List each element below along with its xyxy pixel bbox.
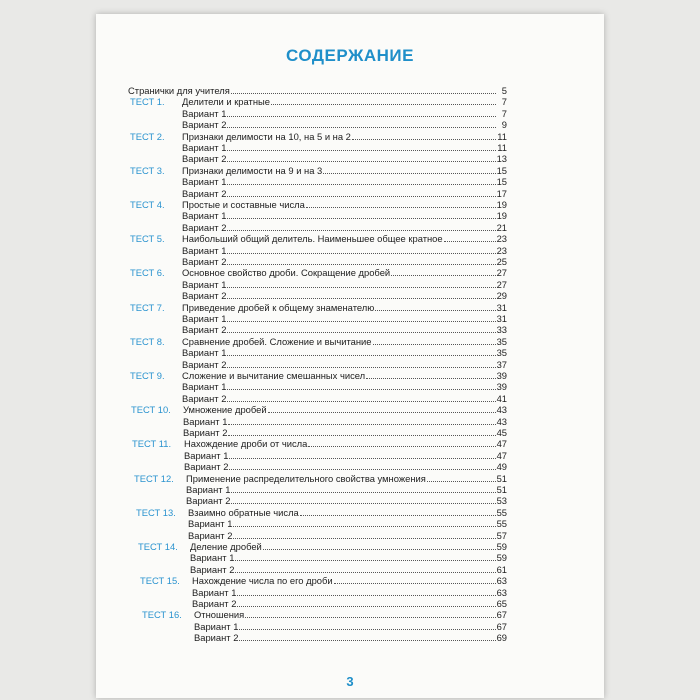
toc-variant-row — [182, 256, 507, 268]
leader-dots — [227, 188, 495, 197]
toc-variant-row — [182, 313, 507, 325]
leader-dots — [239, 632, 495, 641]
toc-test-row — [130, 165, 507, 177]
test-title: Взаимно обратные числа — [188, 506, 299, 518]
test-title: Отношения — [194, 609, 245, 621]
variant-2-label: Вариант 2 — [182, 392, 227, 404]
test-number-label: ТЕСТ 10. — [131, 404, 171, 416]
test-number-label: ТЕСТ 6. — [130, 267, 165, 279]
leader-dots — [227, 142, 496, 151]
leader-dots — [227, 347, 495, 356]
variant-1-page: 47 — [496, 449, 507, 461]
variant-2-page: 13 — [496, 153, 507, 165]
toc-test-row — [131, 404, 507, 416]
variant-1-label: Вариант 1 — [182, 176, 227, 188]
variant-1-label: Вариант 1 — [182, 347, 227, 359]
test-page: 11 — [497, 130, 507, 142]
leader-dots — [233, 530, 495, 539]
toc-variant-row — [184, 461, 507, 473]
toc-variant-row — [186, 495, 507, 507]
toc-variant-row — [188, 530, 507, 542]
test-page: 55 — [496, 506, 507, 518]
toc-variant-row — [182, 108, 507, 120]
variant-1-label: Вариант 1 — [188, 518, 233, 530]
toc-variant-row — [186, 484, 507, 496]
variant-1-label: Вариант 1 — [182, 142, 227, 153]
variant-2-page: 25 — [496, 256, 507, 267]
test-page: 51 — [496, 472, 507, 484]
leader-dots — [227, 222, 495, 231]
variant-1-page: 19 — [496, 210, 507, 222]
variant-2-label: Вариант 2 — [182, 358, 227, 370]
variant-1-label: Вариант 1 — [192, 586, 237, 598]
toc-variant-row — [190, 564, 507, 576]
variant-1-page: 31 — [496, 313, 507, 324]
toc-variant-row — [182, 188, 507, 200]
variant-1-label: Вариант 1 — [190, 552, 235, 564]
leader-dots — [245, 609, 495, 618]
leader-dots — [366, 370, 495, 379]
variant-2-page: 33 — [496, 324, 507, 336]
test-number-label: ТЕСТ 13. — [136, 506, 176, 518]
variant-1-label: Вариант 1 — [182, 210, 227, 222]
test-title: Сложение и вычитание смешанных чисел — [182, 370, 366, 381]
variant-2-label: Вариант 2 — [194, 632, 239, 644]
variant-1-label: Вариант 1 — [182, 107, 227, 119]
variant-1-page: 7 — [501, 107, 507, 119]
leader-dots — [352, 131, 496, 140]
test-page: 39 — [496, 370, 507, 381]
test-title: Признаки делимости на 10, на 5 и на 2 — [182, 130, 351, 142]
toc-variant-row — [182, 142, 507, 154]
test-title: Основное свойство дроби. Сокращение дробей — [182, 267, 391, 279]
test-page: 43 — [496, 404, 507, 416]
toc-variant-row — [182, 393, 507, 405]
variant-2-label: Вариант 2 — [182, 290, 227, 302]
variant-2-label: Вариант 2 — [183, 427, 228, 438]
toc-test-row — [130, 233, 507, 245]
variant-1-page: 15 — [496, 176, 507, 188]
variant-1-page: 59 — [496, 552, 507, 564]
variant-2-page: 21 — [496, 221, 507, 233]
leader-dots — [227, 313, 495, 322]
test-number-label: ТЕСТ 3. — [130, 164, 165, 176]
variant-1-page: 39 — [496, 381, 507, 393]
toc-test-row — [130, 131, 507, 143]
leader-dots — [227, 256, 495, 265]
intro-label: Странички для учителя — [128, 85, 230, 96]
toc-test-row — [130, 96, 507, 108]
variant-2-page: 41 — [496, 392, 507, 404]
leader-dots — [268, 404, 496, 413]
variant-1-page: 35 — [496, 347, 507, 359]
leader-dots — [227, 324, 495, 333]
toc-test-row — [142, 609, 507, 621]
test-page: 7 — [501, 96, 507, 108]
leader-dots — [227, 108, 496, 117]
variant-1-page: 63 — [496, 586, 507, 598]
leader-dots — [239, 621, 495, 630]
variant-2-page: 49 — [496, 461, 507, 473]
test-number-label: ТЕСТ 2. — [130, 130, 165, 142]
toc-variant-row — [182, 119, 507, 131]
page-title: СОДЕРЖАНИЕ — [286, 46, 414, 65]
intro-page: 5 — [501, 85, 507, 96]
variant-1-label: Вариант 1 — [182, 381, 227, 393]
leader-dots — [235, 564, 495, 573]
leader-dots — [229, 461, 495, 470]
toc-test-row — [138, 541, 507, 553]
test-page: 59 — [496, 541, 507, 552]
toc-variant-row — [184, 450, 507, 462]
variant-2-label: Вариант 2 — [192, 598, 237, 609]
toc-variant-row — [188, 518, 507, 530]
variant-2-label: Вариант 2 — [188, 529, 233, 541]
test-page: 15 — [496, 164, 507, 176]
variant-2-page: 69 — [496, 632, 507, 644]
test-page: 23 — [496, 233, 507, 245]
toc-test-row — [130, 267, 507, 279]
leader-dots — [228, 416, 495, 425]
leader-dots — [323, 165, 495, 174]
leader-dots — [235, 552, 495, 561]
toc-variant-row — [182, 176, 507, 188]
variant-1-label: Вариант 1 — [182, 313, 227, 324]
test-number-label: ТЕСТ 16. — [142, 609, 182, 621]
test-number-label: ТЕСТ 4. — [130, 199, 165, 210]
leader-dots — [444, 233, 496, 242]
toc-test-row — [136, 507, 507, 519]
toc-variant-row — [182, 153, 507, 165]
toc-variant-row — [182, 359, 507, 371]
leader-dots — [231, 484, 495, 493]
test-title: Деление дробей — [190, 541, 262, 552]
variant-2-page: 65 — [496, 598, 507, 609]
variant-1-page: 51 — [496, 484, 507, 495]
variant-2-page: 9 — [501, 119, 507, 131]
toc-variant-row — [182, 290, 507, 302]
leader-dots — [308, 438, 495, 447]
toc-variant-row — [182, 279, 507, 291]
variant-1-page: 23 — [496, 244, 507, 256]
variant-2-page: 29 — [496, 290, 507, 302]
toc-intro-row — [128, 85, 507, 97]
variant-2-label: Вариант 2 — [186, 495, 231, 507]
toc-variant-row — [190, 552, 507, 564]
test-number-label: ТЕСТ 12. — [134, 472, 174, 484]
leader-dots — [427, 473, 496, 482]
test-page: 27 — [496, 267, 507, 279]
test-number-label: ТЕСТ 15. — [140, 575, 180, 587]
test-number-label: ТЕСТ 9. — [130, 370, 165, 381]
leader-dots — [227, 381, 495, 390]
variant-1-label: Вариант 1 — [184, 449, 229, 461]
toc-variant-row — [192, 587, 507, 599]
leader-dots — [231, 85, 496, 94]
leader-dots — [375, 302, 495, 311]
toc-variant-row — [194, 632, 507, 644]
toc-test-row — [130, 199, 507, 211]
variant-2-label: Вариант 2 — [184, 461, 229, 473]
toc-variant-row — [192, 598, 507, 610]
test-page: 19 — [496, 199, 507, 210]
variant-1-page: 67 — [496, 620, 507, 632]
toc-test-row — [140, 575, 507, 587]
leader-dots — [227, 153, 495, 162]
test-number-label: ТЕСТ 1. — [130, 96, 165, 108]
variant-2-label: Вариант 2 — [182, 324, 227, 336]
toc-variant-row — [183, 427, 507, 439]
variant-2-page: 17 — [496, 187, 507, 199]
leader-dots — [228, 427, 495, 436]
variant-1-page: 27 — [496, 278, 507, 290]
test-number-label: ТЕСТ 11. — [132, 438, 172, 450]
leader-dots — [231, 495, 495, 504]
toc-variant-row — [194, 621, 507, 633]
variant-1-page: 11 — [497, 142, 507, 153]
leader-dots — [237, 598, 495, 607]
test-title: Приведение дробей к общему знаменателю — [182, 301, 375, 313]
leader-dots — [227, 359, 495, 368]
variant-2-page: 61 — [496, 563, 507, 575]
leader-dots — [227, 393, 495, 402]
test-title: Нахождение дроби от числа — [184, 438, 308, 450]
test-title: Наибольший общий делитель. Наименьшее общее кратное — [182, 233, 443, 245]
test-number-label: ТЕСТ 14. — [138, 541, 178, 552]
toc-variant-row — [183, 416, 507, 428]
variant-2-page: 57 — [496, 529, 507, 541]
variant-1-page: 43 — [496, 415, 507, 427]
leader-dots — [306, 199, 496, 208]
leader-dots — [263, 541, 496, 550]
variant-2-page: 37 — [496, 358, 507, 370]
variant-2-label: Вариант 2 — [182, 119, 227, 131]
test-title: Умножение дробей — [183, 404, 267, 416]
toc-variant-row — [182, 222, 507, 234]
leader-dots — [233, 518, 495, 527]
test-number-label: ТЕСТ 7. — [130, 301, 165, 313]
variant-1-label: Вариант 1 — [194, 620, 239, 632]
leader-dots — [271, 96, 496, 105]
toc-variant-row — [182, 381, 507, 393]
variant-1-label: Вариант 1 — [183, 415, 228, 427]
leader-dots — [227, 290, 495, 299]
test-title: Применение распределительного свойства умножения — [186, 472, 426, 484]
test-title: Сравнение дробей. Сложение и вычитание — [182, 335, 372, 347]
variant-1-page: 55 — [496, 518, 507, 530]
leader-dots — [391, 267, 495, 276]
document-page — [96, 14, 604, 698]
variant-2-label: Вариант 2 — [182, 256, 227, 267]
variant-2-label: Вариант 2 — [190, 563, 235, 575]
toc-test-row — [130, 336, 507, 348]
leader-dots — [227, 210, 495, 219]
variant-2-page: 45 — [496, 427, 507, 438]
toc-variant-row — [182, 245, 507, 257]
toc-variant-row — [182, 210, 507, 222]
test-page: 35 — [496, 335, 507, 347]
leader-dots — [300, 507, 496, 516]
test-title: Нахождение числа по его дроби — [192, 575, 333, 587]
toc-test-row — [130, 370, 507, 382]
leader-dots — [227, 245, 495, 254]
leader-dots — [229, 450, 495, 459]
test-title: Простые и составные числа — [182, 199, 305, 210]
variant-2-label: Вариант 2 — [182, 187, 227, 199]
leader-dots — [373, 336, 496, 345]
leader-dots — [227, 119, 496, 128]
variant-2-page: 53 — [496, 495, 507, 507]
test-title: Признаки делимости на 9 и на 3 — [182, 164, 323, 176]
variant-1-label: Вариант 1 — [182, 244, 227, 256]
variant-1-label: Вариант 1 — [186, 484, 231, 495]
variant-2-label: Вариант 2 — [182, 153, 227, 165]
variant-1-label: Вариант 1 — [182, 278, 227, 290]
test-page: 67 — [496, 609, 507, 621]
toc-test-row — [130, 302, 507, 314]
test-title: Делители и кратные — [182, 96, 270, 108]
leader-dots — [334, 575, 496, 584]
toc-test-row — [132, 438, 507, 450]
leader-dots — [227, 279, 495, 288]
variant-2-label: Вариант 2 — [182, 221, 227, 233]
page-number: 3 — [346, 674, 354, 689]
test-page: 63 — [496, 575, 507, 587]
leader-dots — [237, 587, 495, 596]
toc-variant-row — [182, 324, 507, 336]
leader-dots — [227, 176, 495, 185]
test-number-label: ТЕСТ 5. — [130, 233, 165, 245]
test-page: 31 — [496, 301, 507, 313]
toc-variant-row — [182, 347, 507, 359]
test-page: 47 — [496, 438, 507, 450]
test-number-label: ТЕСТ 8. — [130, 335, 165, 347]
toc-test-row — [134, 473, 507, 485]
